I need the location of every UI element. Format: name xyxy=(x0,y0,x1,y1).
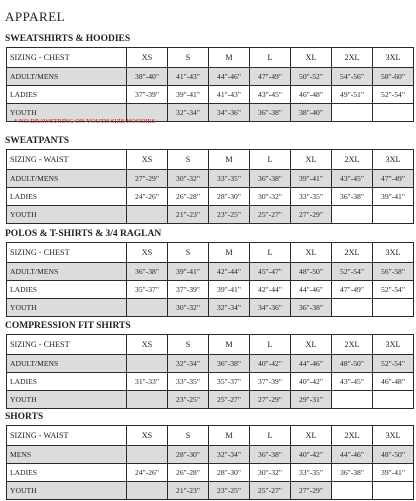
size-column-header: M xyxy=(209,335,250,355)
size-column-header: 3XL xyxy=(373,426,414,446)
size-cell: 36"-38" xyxy=(291,299,332,317)
size-cell: 39"-41" xyxy=(373,188,414,206)
size-cell: 35"-37" xyxy=(209,373,250,391)
size-cell: 36"-38" xyxy=(250,104,291,122)
size-cell xyxy=(127,391,168,409)
row-label: ADULT/MENS xyxy=(7,170,127,188)
size-cell xyxy=(373,482,414,500)
table-row xyxy=(7,188,414,206)
size-cell: 25"-27" xyxy=(209,391,250,409)
size-column-header: 2XL xyxy=(332,426,373,446)
size-cell: 52"-54" xyxy=(373,86,414,104)
size-cell: 58"-60" xyxy=(373,68,414,86)
size-cell xyxy=(332,391,373,409)
size-cell: 48"-50" xyxy=(373,446,414,464)
section-title: POLOS & T-SHIRTS & 3/4 RAGLAN xyxy=(5,229,162,239)
size-cell: 44"-46" xyxy=(332,446,373,464)
size-cell: 47"-49" xyxy=(332,281,373,299)
size-cell: 46"-48" xyxy=(291,86,332,104)
size-column-header: XL xyxy=(291,335,332,355)
size-table xyxy=(6,149,414,224)
size-cell: 43"-45" xyxy=(250,86,291,104)
size-cell: 27"-29" xyxy=(291,482,332,500)
section-title: SWEATPANTS xyxy=(5,136,70,146)
size-cell: 50"-52" xyxy=(291,68,332,86)
size-cell: 37"-39" xyxy=(127,86,168,104)
size-column-header: S xyxy=(168,48,209,68)
size-cell: 31"-33" xyxy=(127,373,168,391)
size-cell xyxy=(127,206,168,224)
sizing-header-label: SIZING - WAIST xyxy=(7,150,127,170)
row-label: ADULT/MENS xyxy=(7,355,127,373)
table-row xyxy=(7,446,414,464)
size-table xyxy=(6,334,414,409)
table-header-row xyxy=(7,243,414,263)
table-row xyxy=(7,482,414,500)
size-cell: 30"-32" xyxy=(168,299,209,317)
size-cell: 48"-50" xyxy=(291,263,332,281)
size-cell: 32"-34" xyxy=(168,104,209,122)
row-label: LADIES xyxy=(7,373,127,391)
row-label: YOUTH xyxy=(7,482,127,500)
size-cell: 52"-54" xyxy=(373,281,414,299)
row-label: LADIES xyxy=(7,188,127,206)
size-cell: 40"-42" xyxy=(291,373,332,391)
table-header-row xyxy=(7,48,414,68)
size-cell xyxy=(373,299,414,317)
size-column-header: 3XL xyxy=(373,150,414,170)
size-cell: 39"-41" xyxy=(291,170,332,188)
size-cell: 21"-23" xyxy=(168,206,209,224)
size-table xyxy=(6,242,414,317)
size-column-header: S xyxy=(168,335,209,355)
sizing-header-label: SIZING - WAIST xyxy=(7,426,127,446)
size-column-header: M xyxy=(209,426,250,446)
size-cell: 43"-45" xyxy=(332,170,373,188)
table-header-row xyxy=(7,335,414,355)
size-cell: 30"-32" xyxy=(250,464,291,482)
size-cell: 44"-46" xyxy=(209,68,250,86)
size-cell: 25"-27" xyxy=(250,482,291,500)
size-cell: 36"-38" xyxy=(250,170,291,188)
sizing-header-label: SIZING - CHEST xyxy=(7,48,127,68)
row-label: LADIES xyxy=(7,86,127,104)
table-header-row xyxy=(7,426,414,446)
size-column-header: XL xyxy=(291,48,332,68)
size-cell: 33"-35" xyxy=(291,464,332,482)
size-cell: 37"-39" xyxy=(168,281,209,299)
table-row xyxy=(7,68,414,86)
size-column-header: S xyxy=(168,426,209,446)
table-row xyxy=(7,281,414,299)
size-cell: 28"-30" xyxy=(168,446,209,464)
size-column-header: L xyxy=(250,243,291,263)
size-column-header: 3XL xyxy=(373,48,414,68)
size-cell: 40"-42" xyxy=(291,446,332,464)
size-cell: 33"-35" xyxy=(168,373,209,391)
size-cell: 56"-58" xyxy=(373,263,414,281)
size-cell: 39"-41" xyxy=(373,464,414,482)
size-cell: 34"-36" xyxy=(250,299,291,317)
size-cell: 42"-44" xyxy=(250,281,291,299)
size-column-header: L xyxy=(250,48,291,68)
size-cell: 52"-54" xyxy=(332,263,373,281)
size-cell: 44"-46" xyxy=(291,281,332,299)
size-cell: 41"-43" xyxy=(209,86,250,104)
size-cell xyxy=(332,104,373,122)
size-cell: 35"-37" xyxy=(127,281,168,299)
size-cell: 30"-32" xyxy=(250,188,291,206)
size-cell: 39"-41" xyxy=(168,263,209,281)
size-cell: 39"-41" xyxy=(168,86,209,104)
size-cell: 38"-40" xyxy=(291,104,332,122)
size-cell: 33"-35" xyxy=(291,188,332,206)
sizing-header-label: SIZING - CHEST xyxy=(7,335,127,355)
size-column-header: XL xyxy=(291,243,332,263)
row-label: ADULT/MENS xyxy=(7,68,127,86)
size-cell: 27"-29" xyxy=(127,170,168,188)
table-row xyxy=(7,170,414,188)
size-column-header: L xyxy=(250,150,291,170)
size-cell: 28"-30" xyxy=(209,464,250,482)
size-cell: 25"-27" xyxy=(250,206,291,224)
size-cell: 34"-36" xyxy=(209,104,250,122)
size-cell: 32"-34" xyxy=(209,299,250,317)
sizing-header-label: SIZING - CHEST xyxy=(7,243,127,263)
size-cell xyxy=(373,391,414,409)
size-column-header: M xyxy=(209,150,250,170)
size-column-header: XS xyxy=(127,426,168,446)
size-cell xyxy=(332,206,373,224)
size-column-header: 2XL xyxy=(332,335,373,355)
size-cell: 27"-29" xyxy=(291,206,332,224)
section-title: COMPRESSION FIT SHIRTS xyxy=(5,321,131,331)
size-column-header: XS xyxy=(127,335,168,355)
table-row xyxy=(7,464,414,482)
size-cell xyxy=(332,482,373,500)
size-cell: 36"-38" xyxy=(250,446,291,464)
size-cell: 54"-56" xyxy=(332,68,373,86)
size-column-header: 3XL xyxy=(373,335,414,355)
size-column-header: 3XL xyxy=(373,243,414,263)
size-cell xyxy=(127,299,168,317)
size-cell: 36"-38" xyxy=(209,355,250,373)
size-column-header: L xyxy=(250,335,291,355)
size-cell: 32"-34" xyxy=(209,446,250,464)
size-cell: 36"-38" xyxy=(332,188,373,206)
size-column-header: S xyxy=(168,243,209,263)
size-cell: 49"-51" xyxy=(332,86,373,104)
row-label: YOUTH xyxy=(7,206,127,224)
table-row xyxy=(7,86,414,104)
size-cell: 37"-39" xyxy=(250,373,291,391)
row-label: ADULT/MENS xyxy=(7,263,127,281)
size-cell: 24"-26" xyxy=(127,188,168,206)
size-cell xyxy=(127,482,168,500)
size-column-header: XS xyxy=(127,48,168,68)
table-header-row xyxy=(7,150,414,170)
size-cell: 48"-50" xyxy=(332,355,373,373)
size-cell xyxy=(332,299,373,317)
size-cell: 32"-34" xyxy=(168,355,209,373)
size-column-header: XS xyxy=(127,150,168,170)
size-cell: 33"-35" xyxy=(209,170,250,188)
size-cell: 42"-44" xyxy=(209,263,250,281)
section-title: SHORTS xyxy=(5,412,44,422)
size-cell: 44"-46" xyxy=(291,355,332,373)
size-column-header: S xyxy=(168,150,209,170)
size-cell: 43"-45" xyxy=(332,373,373,391)
size-cell xyxy=(373,104,414,122)
row-label: LADIES xyxy=(7,281,127,299)
size-table xyxy=(6,47,414,122)
table-row xyxy=(7,373,414,391)
table-row xyxy=(7,206,414,224)
size-cell: 23"-25" xyxy=(168,391,209,409)
table-row xyxy=(7,263,414,281)
size-table xyxy=(6,425,414,500)
size-cell: 21"-23" xyxy=(168,482,209,500)
row-label: LADIES xyxy=(7,464,127,482)
size-column-header: L xyxy=(250,426,291,446)
size-column-header: M xyxy=(209,48,250,68)
size-cell: 36"-38" xyxy=(332,464,373,482)
size-cell: 24"-26" xyxy=(127,464,168,482)
table-row xyxy=(7,391,414,409)
size-column-header: 2XL xyxy=(332,48,373,68)
size-cell: 40"-42" xyxy=(250,355,291,373)
size-cell: 30"-32" xyxy=(168,170,209,188)
size-cell: 28"-30" xyxy=(209,188,250,206)
size-cell: 36"-38" xyxy=(127,263,168,281)
size-cell: 45"-47" xyxy=(250,263,291,281)
section-title: SWEATSHIRTS & HOODIES xyxy=(5,34,131,44)
table-row xyxy=(7,299,414,317)
row-label: MENS xyxy=(7,446,127,464)
size-cell xyxy=(373,206,414,224)
size-cell xyxy=(127,446,168,464)
size-column-header: XS xyxy=(127,243,168,263)
size-cell: 27"-29" xyxy=(250,391,291,409)
size-cell xyxy=(127,355,168,373)
size-cell: 41"-43" xyxy=(168,68,209,86)
size-cell: 39"-41" xyxy=(209,281,250,299)
size-column-header: M xyxy=(209,243,250,263)
row-label: YOUTH xyxy=(7,391,127,409)
table-row xyxy=(7,355,414,373)
page-title: APPAREL xyxy=(5,9,66,24)
size-cell: 23"-25" xyxy=(209,206,250,224)
row-label: YOUTH xyxy=(7,299,127,317)
size-column-header: XL xyxy=(291,150,332,170)
size-cell: 26"-28" xyxy=(168,464,209,482)
size-cell: 46"-48" xyxy=(373,373,414,391)
size-column-header: XL xyxy=(291,426,332,446)
size-cell: 29"-31" xyxy=(291,391,332,409)
size-cell: 47"-49" xyxy=(373,170,414,188)
size-cell: 52"-54" xyxy=(373,355,414,373)
youth-hoodie-note: * NO DRAWSTRING ON YOUTH SIZE HOODIES xyxy=(14,118,156,125)
size-column-header: 2XL xyxy=(332,150,373,170)
size-cell: 23"-25" xyxy=(209,482,250,500)
size-cell: 38"-40" xyxy=(127,68,168,86)
size-cell: 47"-49" xyxy=(250,68,291,86)
size-cell: 26"-28" xyxy=(168,188,209,206)
row-label: YOUTH xyxy=(7,104,127,122)
size-column-header: 2XL xyxy=(332,243,373,263)
